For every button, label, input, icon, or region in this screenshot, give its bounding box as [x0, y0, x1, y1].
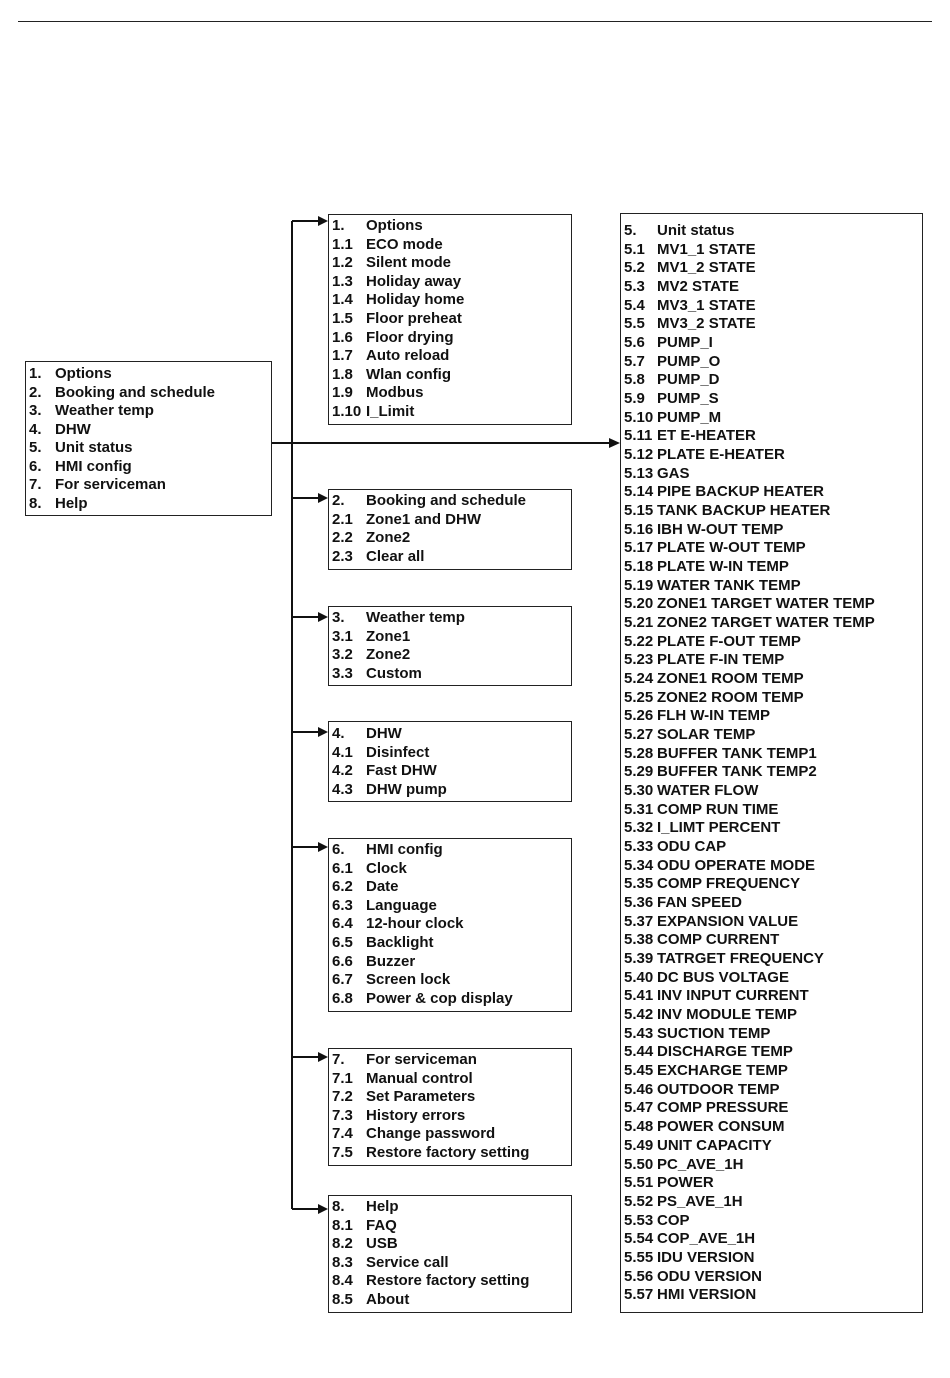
item-label: COP	[657, 1211, 690, 1229]
item-number: 1.3	[332, 272, 353, 290]
item-label: 12-hour clock	[366, 915, 464, 933]
item-number: 6.	[29, 457, 42, 475]
item-label: PUMP_I	[657, 334, 713, 352]
item-label: OUTDOOR TEMP	[657, 1080, 780, 1098]
arrowhead-icon	[318, 493, 328, 503]
item-label: Unit status	[55, 439, 133, 456]
booking-submenu-box	[328, 489, 572, 570]
item-number: 5.28	[624, 744, 654, 762]
item-number: 5.43	[624, 1024, 654, 1042]
item-label: ZONE1 TARGET WATER TEMP	[657, 595, 875, 613]
item-number: 5.20	[624, 595, 654, 613]
item-label: COMP CURRENT	[657, 931, 780, 949]
item-number: 1.10	[332, 403, 362, 420]
item-label: Clear all	[366, 547, 425, 565]
item-label: PLATE E-HEATER	[657, 446, 785, 464]
item-label: Holiday home	[366, 291, 465, 309]
item-label: FLH W-IN TEMP	[657, 707, 771, 725]
item-label: ET E-HEATER	[657, 427, 756, 445]
item-number: 7.1	[332, 1069, 353, 1087]
item-number: 1.7	[332, 347, 353, 365]
item-label: POWER	[657, 1174, 714, 1192]
item-label: EXPANSION VALUE	[657, 912, 799, 930]
item-label: INV MODULE TEMP	[657, 1006, 798, 1024]
item-number: 5.38	[624, 931, 654, 949]
item-label: Language	[366, 896, 437, 914]
item-number: 5.29	[624, 763, 654, 781]
item-label: Silent mode	[366, 254, 452, 272]
item-label: Change password	[366, 1125, 496, 1143]
item-number: 4.	[332, 725, 345, 742]
hmi-config-submenu-box	[328, 838, 572, 1012]
item-number: 1.6	[332, 328, 353, 346]
item-number: 5.	[29, 439, 42, 456]
item-number: 5.57	[624, 1286, 654, 1304]
item-label: IBH W-OUT TEMP	[657, 520, 784, 538]
item-number: 5.56	[624, 1267, 654, 1285]
item-number: 4.1	[332, 743, 353, 761]
item-number: 8.	[332, 1198, 345, 1215]
item-number: 2.2	[332, 529, 353, 546]
item-label: UNIT CAPACITY	[657, 1136, 772, 1154]
item-label: Zone2	[366, 646, 411, 663]
item-label: Help	[366, 1198, 399, 1215]
item-number: 5.30	[624, 782, 654, 800]
item-label: GAS	[657, 464, 690, 482]
item-label: Buzzer	[366, 952, 416, 970]
item-label: Wlan config	[366, 365, 451, 383]
item-label: Unit status	[657, 222, 735, 239]
item-number: 3.	[29, 402, 42, 419]
item-number: 5.1	[624, 240, 645, 258]
item-number: 6.7	[332, 971, 353, 989]
item-number: 5.32	[624, 819, 654, 837]
item-label: Floor preheat	[366, 310, 462, 327]
item-label: Restore factory setting	[366, 1272, 530, 1290]
item-label: BUFFER TANK TEMP2	[657, 763, 817, 781]
item-label: COMP RUN TIME	[657, 800, 779, 818]
item-label: Clock	[366, 859, 407, 877]
item-number: 5.17	[624, 539, 654, 557]
item-label: SOLAR TEMP	[657, 726, 756, 744]
item-number: 8.3	[332, 1253, 353, 1271]
item-number: 7.	[332, 1051, 345, 1068]
item-label: Zone1	[366, 627, 411, 645]
item-label: Service call	[366, 1253, 449, 1271]
item-label: TATRGET FREQUENCY	[657, 950, 824, 968]
item-label: History errors	[366, 1106, 466, 1124]
item-number: 6.5	[332, 934, 353, 951]
item-label: Fast DHW	[366, 762, 437, 779]
item-label: COMP PRESSURE	[657, 1099, 789, 1117]
item-label: Restore factory setting	[366, 1144, 530, 1161]
item-number: 5.14	[624, 483, 654, 501]
item-number: 5.6	[624, 334, 645, 352]
item-label: POWER CONSUM	[657, 1118, 785, 1136]
item-label: PUMP_S	[657, 390, 719, 408]
item-number: 1.1	[332, 235, 353, 253]
item-number: 5.37	[624, 912, 654, 930]
item-number: 7.	[29, 476, 42, 493]
item-number: 5.18	[624, 558, 654, 576]
item-number: 5.2	[624, 259, 645, 277]
item-number: 8.	[29, 494, 42, 512]
item-number: 7.5	[332, 1144, 353, 1161]
item-label: DHW	[366, 725, 402, 742]
item-number: 5.27	[624, 726, 654, 744]
item-label: HMI VERSION	[657, 1286, 757, 1304]
item-label: Backlight	[366, 934, 434, 951]
item-label: MV3_2 STATE	[657, 315, 756, 333]
item-number: 1.2	[332, 254, 353, 272]
main-menu-box	[25, 361, 272, 516]
item-label: About	[366, 1291, 410, 1308]
item-label: Power & cop display	[366, 989, 513, 1007]
item-number: 6.	[332, 841, 345, 858]
item-label: MV2 STATE	[657, 278, 739, 295]
item-label: INV INPUT CURRENT	[657, 987, 809, 1005]
item-number: 5.9	[624, 390, 645, 408]
item-number: 5.50	[624, 1155, 654, 1173]
item-label: HMI config	[366, 841, 443, 858]
item-number: 5.	[624, 222, 637, 239]
item-number: 3.2	[332, 646, 353, 663]
item-number: 5.25	[624, 688, 654, 706]
item-number: 5.46	[624, 1080, 654, 1098]
item-number: 2.1	[332, 510, 353, 528]
item-label: TANK BACKUP HEATER	[657, 502, 831, 520]
item-number: 1.	[332, 217, 345, 234]
item-label: PUMP_M	[657, 408, 722, 426]
unit-status-box	[620, 213, 923, 1313]
item-number: 1.8	[332, 365, 353, 383]
item-label: PUMP_D	[657, 371, 720, 389]
item-label: PS_AVE_1H	[657, 1192, 743, 1210]
item-number: 2.	[29, 383, 42, 401]
item-number: 5.54	[624, 1230, 654, 1248]
item-number: 7.4	[332, 1125, 353, 1143]
item-label: Disinfect	[366, 743, 430, 761]
item-number: 5.47	[624, 1099, 654, 1117]
item-label: ODU OPERATE MODE	[657, 856, 816, 874]
item-number: 5.15	[624, 502, 654, 520]
item-label: Help	[55, 494, 88, 512]
item-number: 5.13	[624, 464, 654, 482]
item-number: 5.42	[624, 1006, 654, 1024]
item-number: 1.4	[332, 291, 353, 309]
item-number: 5.5	[624, 315, 645, 333]
item-number: 5.31	[624, 800, 654, 818]
item-number: 7.2	[332, 1088, 353, 1106]
item-label: PIPE BACKUP HEATER	[657, 483, 824, 501]
item-label: Custom	[366, 664, 422, 682]
item-number: 5.19	[624, 576, 654, 594]
item-number: 5.41	[624, 987, 654, 1005]
item-number: 5.10	[624, 408, 654, 426]
item-label: Manual control	[366, 1069, 473, 1087]
item-number: 2.	[332, 492, 345, 509]
item-number: 5.24	[624, 670, 654, 688]
item-label: Floor drying	[366, 328, 454, 346]
item-label: ZONE1 ROOM TEMP	[657, 670, 804, 688]
item-number: 5.21	[624, 614, 654, 632]
item-number: 5.26	[624, 707, 654, 725]
item-label: PUMP_O	[657, 352, 721, 370]
item-number: 5.11	[624, 427, 653, 445]
arrowhead-icon	[318, 216, 328, 226]
item-number: 8.1	[332, 1216, 353, 1234]
item-label: MV1_2 STATE	[657, 259, 756, 277]
item-label: MV1_1 STATE	[657, 240, 756, 258]
options-submenu-box	[328, 214, 572, 425]
item-label: ZONE2 TARGET WATER TEMP	[657, 614, 875, 632]
item-label: USB	[366, 1235, 398, 1253]
item-number: 5.8	[624, 371, 645, 389]
item-number: 4.2	[332, 762, 353, 779]
item-label: DHW pump	[366, 780, 447, 798]
item-number: 3.1	[332, 627, 353, 645]
item-number: 5.45	[624, 1062, 654, 1080]
item-label: Weather temp	[55, 402, 154, 419]
item-label: ODU CAP	[657, 838, 727, 856]
item-number: 5.53	[624, 1211, 654, 1229]
item-number: 5.52	[624, 1192, 654, 1210]
item-number: 6.6	[332, 952, 353, 970]
item-label: ZONE2 ROOM TEMP	[657, 688, 804, 706]
item-number: 8.4	[332, 1272, 353, 1290]
item-number: 1.5	[332, 310, 353, 327]
arrowhead-icon	[318, 842, 328, 852]
item-label: PLATE F-IN TEMP	[657, 651, 785, 669]
arrowhead-icon	[318, 1052, 328, 1062]
item-label: COP_AVE_1H	[657, 1230, 756, 1248]
item-label: For serviceman	[366, 1051, 477, 1068]
item-number: 5.12	[624, 446, 654, 464]
item-number: 6.3	[332, 896, 353, 914]
item-number: 5.49	[624, 1136, 654, 1154]
item-label: Screen lock	[366, 971, 451, 989]
item-label: DHW	[55, 420, 91, 438]
item-number: 5.34	[624, 856, 654, 874]
item-number: 3.	[332, 609, 345, 626]
serviceman-submenu-box	[328, 1048, 572, 1166]
item-label: DC BUS VOLTAGE	[657, 968, 789, 986]
item-number: 4.	[29, 420, 42, 438]
item-label: ODU VERSION	[657, 1267, 763, 1285]
item-number: 5.35	[624, 875, 654, 893]
item-label: EXCHARGE TEMP	[657, 1062, 788, 1080]
item-label: For serviceman	[55, 476, 166, 493]
item-label: WATER TANK TEMP	[657, 576, 801, 594]
arrowhead-icon	[318, 727, 328, 737]
item-label: SUCTION TEMP	[657, 1024, 771, 1042]
arrowhead-icon	[318, 612, 328, 622]
item-number: 5.48	[624, 1118, 654, 1136]
item-number: 3.3	[332, 664, 353, 682]
item-label: Date	[366, 878, 399, 896]
item-number: 2.3	[332, 547, 353, 565]
item-label: PC_AVE_1H	[657, 1155, 744, 1173]
item-label: Zone2	[366, 529, 411, 546]
item-number: 5.7	[624, 352, 645, 370]
item-label: Holiday away	[366, 272, 462, 290]
item-label: PLATE F-OUT TEMP	[657, 632, 801, 650]
item-number: 6.1	[332, 859, 353, 877]
item-number: 5.51	[624, 1174, 654, 1192]
item-label: FAQ	[366, 1216, 397, 1234]
item-number: 5.22	[624, 632, 654, 650]
item-number: 5.55	[624, 1248, 654, 1266]
item-label: MV3_1 STATE	[657, 296, 756, 314]
item-number: 4.3	[332, 780, 353, 798]
item-label: COMP FREQUENCY	[657, 875, 801, 893]
item-number: 5.33	[624, 838, 654, 856]
item-label: BUFFER TANK TEMP1	[657, 744, 817, 762]
item-number: 5.23	[624, 651, 654, 669]
item-label: Booking and schedule	[366, 492, 527, 509]
item-label: Options	[366, 217, 423, 234]
item-label: PLATE W-OUT TEMP	[657, 539, 806, 557]
item-number: 5.39	[624, 950, 654, 968]
item-label: Options	[55, 365, 112, 382]
item-label: DISCHARGE TEMP	[657, 1043, 793, 1061]
item-number: 8.2	[332, 1235, 353, 1253]
item-label: Zone1 and DHW	[366, 510, 481, 528]
item-label: IDU VERSION	[657, 1248, 755, 1266]
item-number: 5.4	[624, 296, 645, 314]
item-label: WATER FLOW	[657, 782, 759, 800]
item-label: Weather temp	[366, 609, 465, 626]
item-label: I_Limit	[366, 403, 415, 420]
item-number: 1.	[29, 365, 42, 382]
item-label: ECO mode	[366, 235, 443, 253]
item-label: Booking and schedule	[55, 383, 216, 401]
item-number: 6.8	[332, 989, 353, 1007]
item-label: Set Parameters	[366, 1088, 476, 1106]
item-label: HMI config	[55, 457, 132, 475]
item-number: 1.9	[332, 384, 353, 402]
item-number: 5.3	[624, 278, 645, 295]
item-number: 8.5	[332, 1291, 353, 1308]
item-label: Modbus	[366, 384, 424, 402]
item-number: 5.16	[624, 520, 654, 538]
weather-submenu-box	[328, 606, 572, 686]
item-label: I_LIMT PERCENT	[657, 819, 781, 837]
arrowhead-icon	[318, 1204, 328, 1214]
item-number: 5.44	[624, 1043, 654, 1061]
dhw-submenu-box	[328, 721, 572, 802]
item-number: 5.36	[624, 894, 654, 912]
item-label: FAN SPEED	[657, 894, 743, 912]
arrowhead-icon	[609, 438, 620, 448]
item-label: Auto reload	[366, 347, 450, 365]
item-number: 7.3	[332, 1106, 353, 1124]
item-number: 5.40	[624, 968, 654, 986]
item-label: PLATE W-IN TEMP	[657, 558, 789, 576]
item-number: 6.4	[332, 915, 353, 933]
item-number: 6.2	[332, 878, 353, 896]
help-submenu-box	[328, 1195, 572, 1313]
